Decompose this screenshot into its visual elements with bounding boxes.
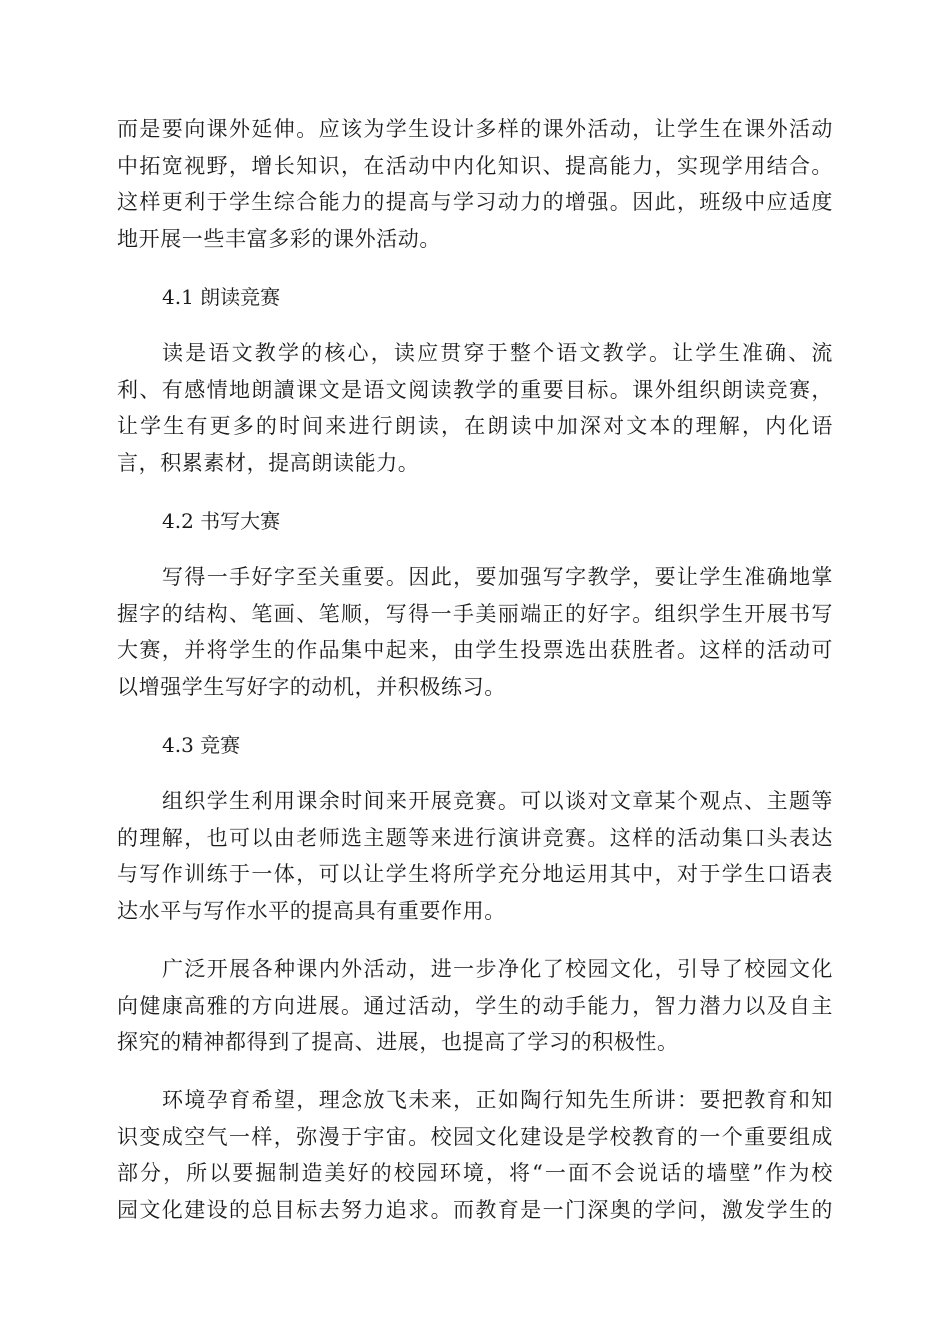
paragraph-line: 大赛，并将学生的作品集中起来，由学生投票选出获胜者。这样的活动可 — [117, 638, 833, 662]
paragraph-line: 探究的精神都得到了提高、进展，也提高了学习的积极性。 — [117, 1030, 679, 1054]
paragraph-line: 以增强学生写好字的动机，并积极练习。 — [117, 675, 506, 699]
paragraph-line: 中拓宽视野，增长知识，在活动中内化知识、提高能力，实现学用结合。 — [117, 154, 833, 178]
paragraph-line: 而是要向课外延伸。应该为学生设计多样的课外活动，让学生在课外活动 — [117, 117, 833, 141]
paragraph-line: 握字的结构、笔画、笔顺，写得一手美丽端正的好字。组织学生开展书写 — [117, 602, 833, 626]
section-heading: 4.1 朗读竞赛 — [162, 285, 281, 309]
section-heading: 4.2 书写大赛 — [162, 509, 281, 533]
paragraph-line: 写得一手好字至关重要。因此，要加强写字教学，要让学生准确地掌 — [162, 565, 833, 589]
paragraph-line: 识变成空气一样，弥漫于宇宙。校园文化建设是学校教育的一个重要组成 — [117, 1125, 833, 1149]
paragraph-line: 利、有感情地朗讀课文是语文阅读教学的重要目标。课外组织朗读竞赛， — [117, 378, 833, 402]
section-heading: 4.3 竞赛 — [162, 733, 241, 757]
paragraph-line: 地开展一些丰富多彩的课外活动。 — [117, 227, 441, 251]
paragraph-line: 与写作训练于一体，可以让学生将所学充分地运用其中，对于学生口语表 — [117, 862, 833, 886]
paragraph-line: 广泛开展各种课内外活动，进一步净化了校园文化，引导了校园文化 — [162, 957, 833, 981]
paragraph-line: 的理解，也可以由老师选主题等来进行演讲竞赛。这样的活动集口头表达 — [117, 826, 833, 850]
paragraph-line: 组织学生利用课余时间来开展竞赛。可以谈对文章某个观点、主题等 — [162, 789, 833, 813]
paragraph-line: 部分，所以要掘制造美好的校园环境，将“一面不会说话的墙壁”作为校 — [117, 1161, 833, 1185]
paragraph-line: 这样更利于学生综合能力的提高与学习动力的增强。因此，班级中应适度 — [117, 190, 833, 214]
paragraph-line: 达水平与写作水平的提高具有重要作用。 — [117, 899, 506, 923]
paragraph-line: 园文化建设的总目标去努力追求。而教育是一门深奥的学问，激发学生的 — [117, 1198, 833, 1222]
paragraph-line: 读是语文教学的核心，读应贯穿于整个语文教学。让学生准确、流 — [162, 341, 833, 365]
paragraph-line: 环境孕育希望，理念放飞未来，正如陶行知先生所讲：要把教育和知 — [162, 1088, 833, 1112]
paragraph-line: 让学生有更多的时间来进行朗读，在朗读中加深对文本的理解，内化语 — [117, 414, 833, 438]
paragraph-line: 向健康高雅的方向进展。通过活动，学生的动手能力，智力潜力以及自主 — [117, 994, 833, 1018]
paragraph-line: 言，积累素材，提高朗读能力。 — [117, 451, 420, 475]
